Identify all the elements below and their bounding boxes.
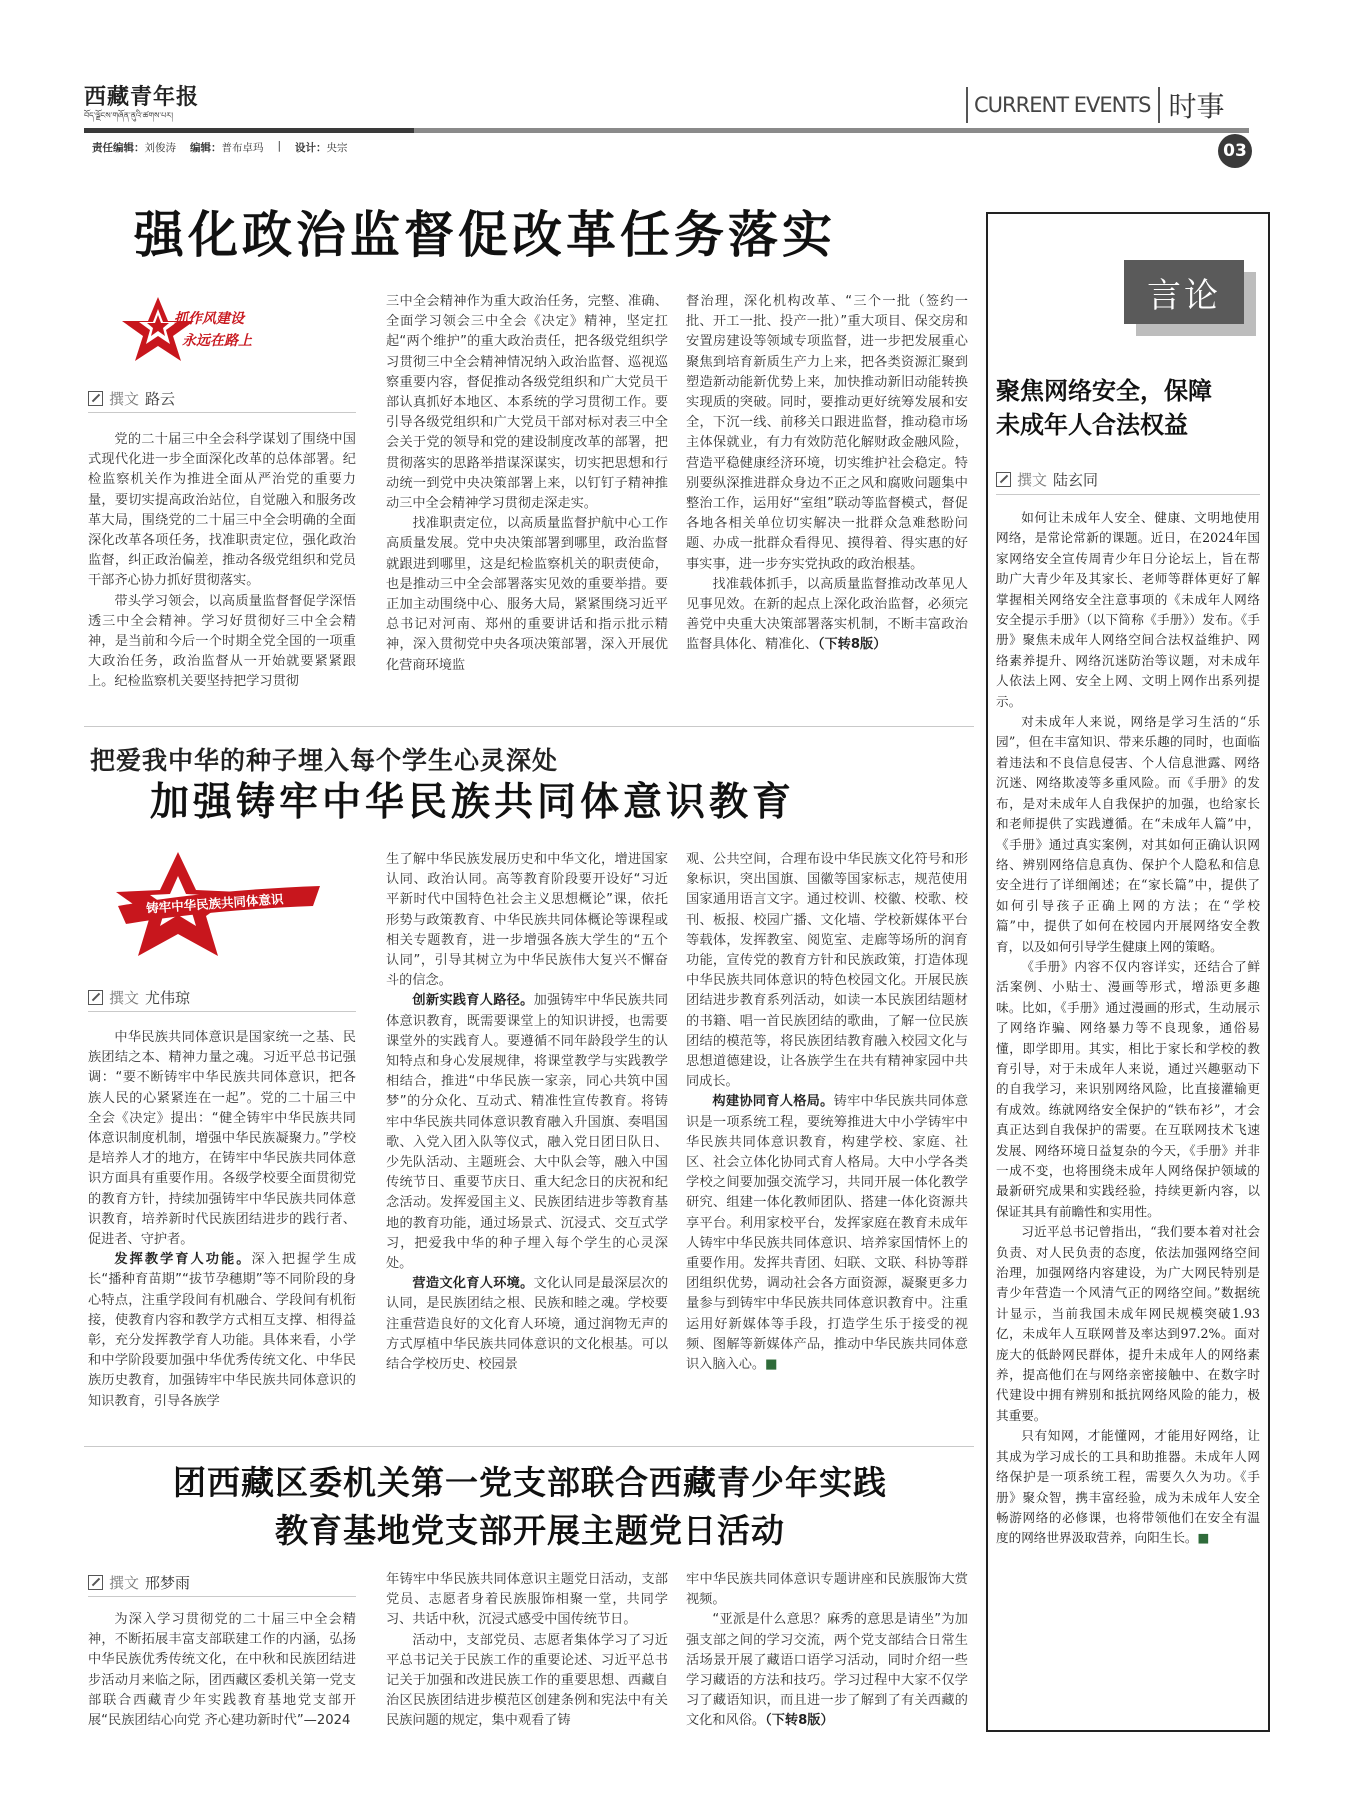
badge-text: 铸牢中华民族共同体意识 — [145, 891, 284, 916]
sidebar-tag: 言论 — [1124, 260, 1244, 324]
author-name: 邢梦雨 — [145, 1574, 191, 1592]
paragraph: 营造文化育人环境。文化认同是最深层次的认同，是民族团结之根、民族和睦之魂。学校要注重营造良好的文化育人环境，通过润物无声的方式厚植中华民族共同体意识的文化根基。可以结合学校历史、校园景 — [386, 1276, 669, 1373]
paragraph: 三中全会精神作为重大政治任务，完整、准确、全面学习领会三中全会《决定》精神，坚定扛起“两个维护”的重大政治责任，把各级党组织学习贯彻三中全会精神情况纳入政治监督、巡视巡察重要内容，督促推动各级党组织和广大党员干部认真抓好本地区、本系统的学习贯彻工作。要引导各级党组织和广大党员干部对标对表三中全会关于党的领导和党的建设制度改革的部署，把贯彻落实的思路举措谋深谋实，切实把思想和行动统一到党中央决策部署上来，以钉钉子精神推动三中全会精神学习贯彻走深走实。 — [386, 294, 668, 512]
pen-icon — [88, 1575, 103, 1590]
badge-line1: 抓作风建设 — [174, 311, 244, 327]
article2-col2 — [386, 850, 668, 1375]
page-number-badge: 03 — [1218, 134, 1252, 168]
badge-line2: 永远在路上 — [182, 333, 252, 349]
article1-byline-rule — [88, 412, 356, 413]
article1-col1 — [88, 430, 356, 693]
paragraph: 创新实践育人路径。加强铸牢中华民族共同体意识教育，既需要课堂上的知识讲授，也需要课堂外的实践育人。要遵循不同年龄段学生的认知特点和身心发展规律，将课堂教学与实践教学相结合，推进“中华民族一家亲，同心共筑中国梦”的分众化、互动式、精准性宣传教育。将铸牢中华民族共同体意识教育融入升国旗、奏唱国歌、入党入团入队等仪式，融入党日团日队日、少先队活动、主题班会、大中队会等，融入中国传统节日、重要节庆日、重大纪念日的庆祝和纪念活动。发挥爱国主义、民族团结进步等教育基地的教育功能，通过场景式、沉浸式、交互式学习，把爱我中华的种子埋入每个学生的心灵深处。 — [386, 993, 669, 1272]
article3-col3 — [686, 1570, 968, 1732]
section-en: CURRENT EVENTS — [974, 93, 1151, 117]
paragraph: 带头学习领会，以高质量监督督促学深悟透三中全会精神。学习好贯彻好三中全会精神，是当前和今后一个时期全党全国的一项重大政治任务，政治监督从一开始就要紧紧跟上。纪检监察机关要坚持把学习贯彻 — [88, 593, 356, 690]
author-name: 路云 — [145, 390, 176, 408]
author-name: 陆玄同 — [1053, 471, 1099, 489]
article3-byline-rule — [88, 1596, 356, 1597]
article3-headline-line1: 团西藏区委机关第一党支部联合西藏青少年实践 — [173, 1463, 887, 1502]
lead-phrase: 构建协同育人格局。 — [712, 1094, 834, 1110]
paragraph: 《手册》内容不仅内容详实，还结合了鲜活案例、小贴士、漫画等形式，增添更多趣味。比如，《手册》通过漫画的形式，生动展示了网络诈骗、网络暴力等不良现象，通俗易懂，即学即用。其实，相比于家长和学校的教育引导，对于未成年人来说，通过兴趣驱动下的自我学习，来识别网络风险，比直接灌输更有成效。练就网络安全保护的“铁布衫”，才会真正达到自我保护的需要。在互联网技术飞速发展、网络环境日益复杂的今天，《手册》并非一成不变，也将围绕未成年人网络保护领域的最新研究成果和实践经验，持续更新内容，以保证其具有前瞻性和实用性。 — [996, 958, 1260, 1219]
sidebar-headline-line1: 聚焦网络安全，保障 — [996, 376, 1212, 405]
article2-byline-rule — [88, 1011, 356, 1012]
credit-designer: 设计：央宗 — [295, 142, 348, 154]
paragraph: 习近平总书记曾指出，“我们要本着对社会负责、对人民负责的态度，依法加强网络空间治理，加强网络内容建设，为广大网民特别是青少年营造一个风清气正的网络空间。”数据统计显示，当前我国未成年网民规模突破1.93亿，未成年人互联网普及率达到97.2%。面对庞大的低龄网民群体，提升未成年人的网络素养，提高他们在与网络亲密接触中、在数字时代建设中拥有辨别和抵抗网络风险的能力，极其重要。 — [996, 1224, 1260, 1423]
section-divider-left — [966, 87, 968, 123]
byline-label: 撰文 — [1017, 471, 1048, 489]
paragraph: 活动中，支部党员、志愿者集体学习了习近平总书记关于民族工作的重要论述、习近平总书记关于加强和改进民族工作的重要思想、西藏自治区民族团结进步模范区创建条例和宪法中有关民族问题的规定，集中观看了铸 — [386, 1632, 668, 1729]
paragraph: 找准载体抓手，以高质量监督推动改革见人见事见效。在新的起点上深化政治监督，必须完善党中央重大决策部署落实机制，不断丰富政治监督具体化、精准化、（下转8版） — [686, 576, 968, 653]
section-label — [966, 86, 1224, 124]
article3-col2 — [386, 1570, 668, 1732]
sidebar-byline-rule — [996, 494, 1260, 495]
paper-name: 西藏青年报 — [84, 84, 200, 110]
credit-editor-in-charge: 责任编辑：刘俊涛 — [92, 142, 176, 154]
paragraph: “亚派是什么意思？麻秀的意思是请坐”为加强支部之间的学习交流，两个党支部结合日常生活场景开展了藏语口语学习活动，同时介绍一些学习藏语的方法和技巧。学习过程中大家不仅学习了藏语知识，而且进一步了解到了有关西藏的文化和风俗。（下转8版） — [686, 1612, 968, 1729]
pen-icon — [88, 990, 103, 1005]
paper-name-tibetan: བོད་ལྗོངས་གཞོན་ནུའི་ཚགས་པར། — [84, 111, 173, 120]
section-cn: 时事 — [1168, 90, 1225, 123]
article1-byline — [88, 388, 175, 409]
article2-col1 — [88, 1028, 356, 1412]
paragraph: 督治理，深化机构改革、“三个一批（签约一批、开工一批、投产一批）”重大项目、保交房和安置房建设等领域专项监督，进一步把发展重心聚焦到培育新质生产力上来，把各类资源汇聚到塑造新动能新优势上来，加快推动新旧动能转换实现质的突破。同时，要推动更好统筹发展和安全，下沉一线、前移关口跟进监督，推动稳市场主体保就业，有力有效防范化解财政金融风险，营造平稳健康经济环境，切实维护社会稳定。特别要纵深推进群众身边不正之风和腐败问题集中整治工作，运用好“室组”联动等监督模式，督促各地各相关单位切实解决一批群众急难愁盼问题、办成一批群众看得见、摸得着、得实惠的好事实事，进一步夯实党执政的政治根基。 — [686, 294, 968, 572]
paragraph: 党的二十届三中全会科学谋划了围绕中国式现代化进一步全面深化改革的总体部署。纪检监察机关作为推进全面从严治党的重要力量，要切实提高政治站位，自觉融入和服务改革大局，围绕党的二十届三中全会明确的全面深化改革各项任务，找准职责定位，强化政治监督，纠正政治偏差，推动各级党组织和党员干部齐心协力抓好贯彻落实。 — [88, 432, 356, 589]
paragraph: 只有知网，才能懂网，才能用好网络，让其成为学习成长的工具和助推器。未成年人网络保护是一项系统工程，需要久久为功。《手册》聚众智，携丰富经验，成为未成年人安全畅游网络的必修课，也将带领他们在安全有温度的网络世界汲取营养，向阳生长。■ — [996, 1428, 1260, 1546]
article2-divider — [84, 1446, 974, 1447]
pen-icon — [88, 391, 103, 406]
article3-byline — [88, 1572, 190, 1593]
credit-editor: 编辑：普布卓玛 — [190, 142, 264, 154]
article2-badge — [108, 850, 328, 960]
continued-note: （下转8版） — [765, 1713, 834, 1729]
article1-col3 — [686, 292, 968, 656]
lead-phrase: 营造文化育人环境。 — [412, 1276, 534, 1292]
paragraph: 发挥教学育人功能。深入把握学生成长“播种育苗期”“拔节孕穗期”等不同阶段的身心特点，注重学段间有机融合、学段间有机衔接，使教育内容和教学方式相互支撑、相得益彰，充分发挥教学育人功能。具体来看，小学和中学阶段要加强中华优秀传统文化、中华民族历史教育，加强铸牢中华民族共同体意识的知识教育，引导各族学 — [88, 1252, 357, 1409]
article2-kicker: 把爱我中华的种子埋入每个学生心灵深处 — [90, 746, 559, 775]
end-mark-icon: ■ — [765, 1357, 778, 1373]
article1-headline: 强化政治监督促改革任务落实 — [134, 206, 836, 264]
paragraph: 牢中华民族共同体意识专题讲座和民族服饰大赏视频。 — [686, 1572, 968, 1608]
section-divider — [1158, 87, 1160, 123]
paragraph: 中华民族共同体意识是国家统一之基、民族团结之本、精神力量之魂。习近平总书记强调：“要不断铸牢中华民族共同体意识，把各族人民的心紧紧连在一起”。党的二十届三中全会《决定》提出：“健全铸牢中华民族共同体意识制度机制，增强中华民族凝聚力。”学校是培养人才的地方，在铸牢中华民族共同体意识方面具有重要作用。各级学校要全面贯彻党的教育方针，持续加强铸牢中华民族共同体意识教育，培养新时代民族团结进步的践行者、促进者、守护者。 — [88, 1030, 356, 1248]
article1-badge — [122, 295, 292, 367]
article3-col1 — [88, 1610, 356, 1731]
lead-phrase: 发挥教学育人功能。 — [114, 1252, 252, 1268]
lead-phrase: 创新实践育人路径。 — [412, 993, 534, 1009]
end-mark-icon: ■ — [1197, 1530, 1210, 1546]
paragraph: 生了解中华民族发展历史和中华文化，增进国家认同、政治认同。高等教育阶段要开设好“习近平新时代中国特色社会主义思想概论”课，依托形势与政策教育、中华民族共同体概论等课程或相关专题教育，进一步增强各族大学生的“五个认同”，引导其树立为中华民族伟大复兴不懈奋斗的信念。 — [386, 852, 668, 989]
article1-divider — [84, 726, 974, 727]
paragraph: 观、公共空间，合理布设中华民族文化符号和形象标识，突出国旗、国徽等国家标志，规范使用国家通用语言文字。通过校训、校徽、校歌、校刊、板报、校园广播、文化墙、学校新媒体平台等载体，发挥教室、阅览室、走廊等场所的润育功能，宣传党的教育方针和民族政策，打造体现中华民族共同体意识的特色校园文化。开展民族团结进步教育系列活动，如读一本民族团结题材的书籍、唱一首民族团结的歌曲，了解一位民族团结的模范等，将民族团结教育融入校园文化与思想道德建设，让各族学生在共有精神家园中共同成长。 — [686, 852, 968, 1090]
byline-label: 撰文 — [109, 390, 140, 408]
byline-label: 撰文 — [109, 989, 140, 1007]
byline-label: 撰文 — [109, 1574, 140, 1592]
sidebar-byline — [996, 469, 1098, 490]
credits — [92, 140, 348, 155]
sidebar-headline — [996, 374, 1260, 442]
paragraph: 对未成年人来说，网络是学习生活的“乐园”，但在丰富知识、带来乐趣的同时，也面临着违法和不良信息侵害、个人信息泄露、网络沉迷、网络欺凌等多重风险。而《手册》的发布，是对未成年人自我保护的加强，也给家长和老师提供了实践遵循。在“未成年人篇”中，《手册》通过真实案例，对其如何正确认识网络、辨别网络信息真伪、保护个人隐私和信息安全进行了详细阐述；在“家长篇”中，提供了如何引导孩子正确上网的方法；在“学校篇”中，提供了如何在校园内开展网络安全教育，以及如何引导学生健康上网的策略。 — [996, 714, 1260, 954]
masthead — [0, 0, 1350, 160]
continued-note: （下转8版） — [817, 637, 887, 653]
paragraph: 年铸牢中华民族共同体意识主题党日活动，支部党员、志愿者身着民族服饰相聚一堂，共同学习、共话中秋，沉浸式感受中国传统节日。 — [386, 1572, 668, 1628]
credit-separator: | — [277, 140, 282, 152]
article2-headline: 加强铸牢中华民族共同体意识教育 — [150, 780, 796, 825]
paragraph: 如何让未成年人安全、健康、文明地使用网络，是常论常新的课题。近日，在2024年国家网络安全宣传周青少年日分论坛上，旨在帮助广大青少年及其家长、老师等群体更好了解掌握相关网络安全注意事项的《未成年人网络安全提示手册》（以下简称《手册》）发布。《手册》聚焦未成年人网络空间合法权益维护、网络素养提升、网络沉迷防治等议题，对未成年人依法上网、安全上网、文明上网作出系列提示。 — [996, 510, 1260, 709]
sidebar-headline-line2: 未成年人合法权益 — [996, 410, 1188, 439]
author-name: 尤伟琼 — [145, 989, 191, 1007]
paragraph: 找准职责定位，以高质量监督护航中心工作高质量发展。党中央决策部署到哪里，政治监督就跟进到哪里，这是纪检监察机关的职责使命，也是推动三中全会部署落实见效的重要举措。要正加主动围绕中心、服务大局，紧紧围绕习近平总书记对河南、郑州的重要讲话和指示批示精神，深入贯彻党中央各项决策部署，深入开展优化营商环境监 — [386, 516, 668, 673]
masthead-rule-accent — [84, 128, 414, 133]
paragraph: 构建协同育人格局。铸牢中华民族共同体意识是一项系统工程，要统筹推进大中小学铸牢中华民族共同体意识教育，构建学校、家庭、社区、社会立体化协同式育人格局。大中小学各类学校之间要加强交流学习，共同开展一体化教学研究、组建一体化教师团队、搭建一体化资源共享平台。利用家校平台，发挥家庭在教育未成年人铸牢中华民族共同体意识、培养家国情怀上的重要作用。发挥共青团、妇联、文联、科协等群团组织优势，调动社会各方面资源，凝聚更多力量参与到铸牢中华民族共同体意识教育中。注重运用好新媒体等手段，打造学生乐于接受的视频、图解等新媒体产品，推动中华民族共同体意识入脑入心。■ — [686, 1094, 969, 1373]
article2-byline — [88, 987, 190, 1008]
pen-icon — [996, 472, 1011, 487]
article3-headline-line2: 教育基地党支部开展主题党日活动 — [275, 1511, 785, 1550]
article1-col2 — [386, 292, 668, 676]
sidebar-body — [996, 508, 1260, 1549]
paragraph: 为深入学习贯彻党的二十届三中全会精神，不断拓展丰富支部联建工作的内涵，弘扬中华民族优秀传统文化，在中秋和民族团结进步活动月来临之际，团西藏区委机关第一党支部联合西藏青少年实践教育基地党支部开展“民族团结心向党 齐心建功新时代”—2024 — [88, 1612, 356, 1729]
opinion-sidebar — [986, 212, 1270, 1732]
article2-col3 — [686, 850, 968, 1375]
